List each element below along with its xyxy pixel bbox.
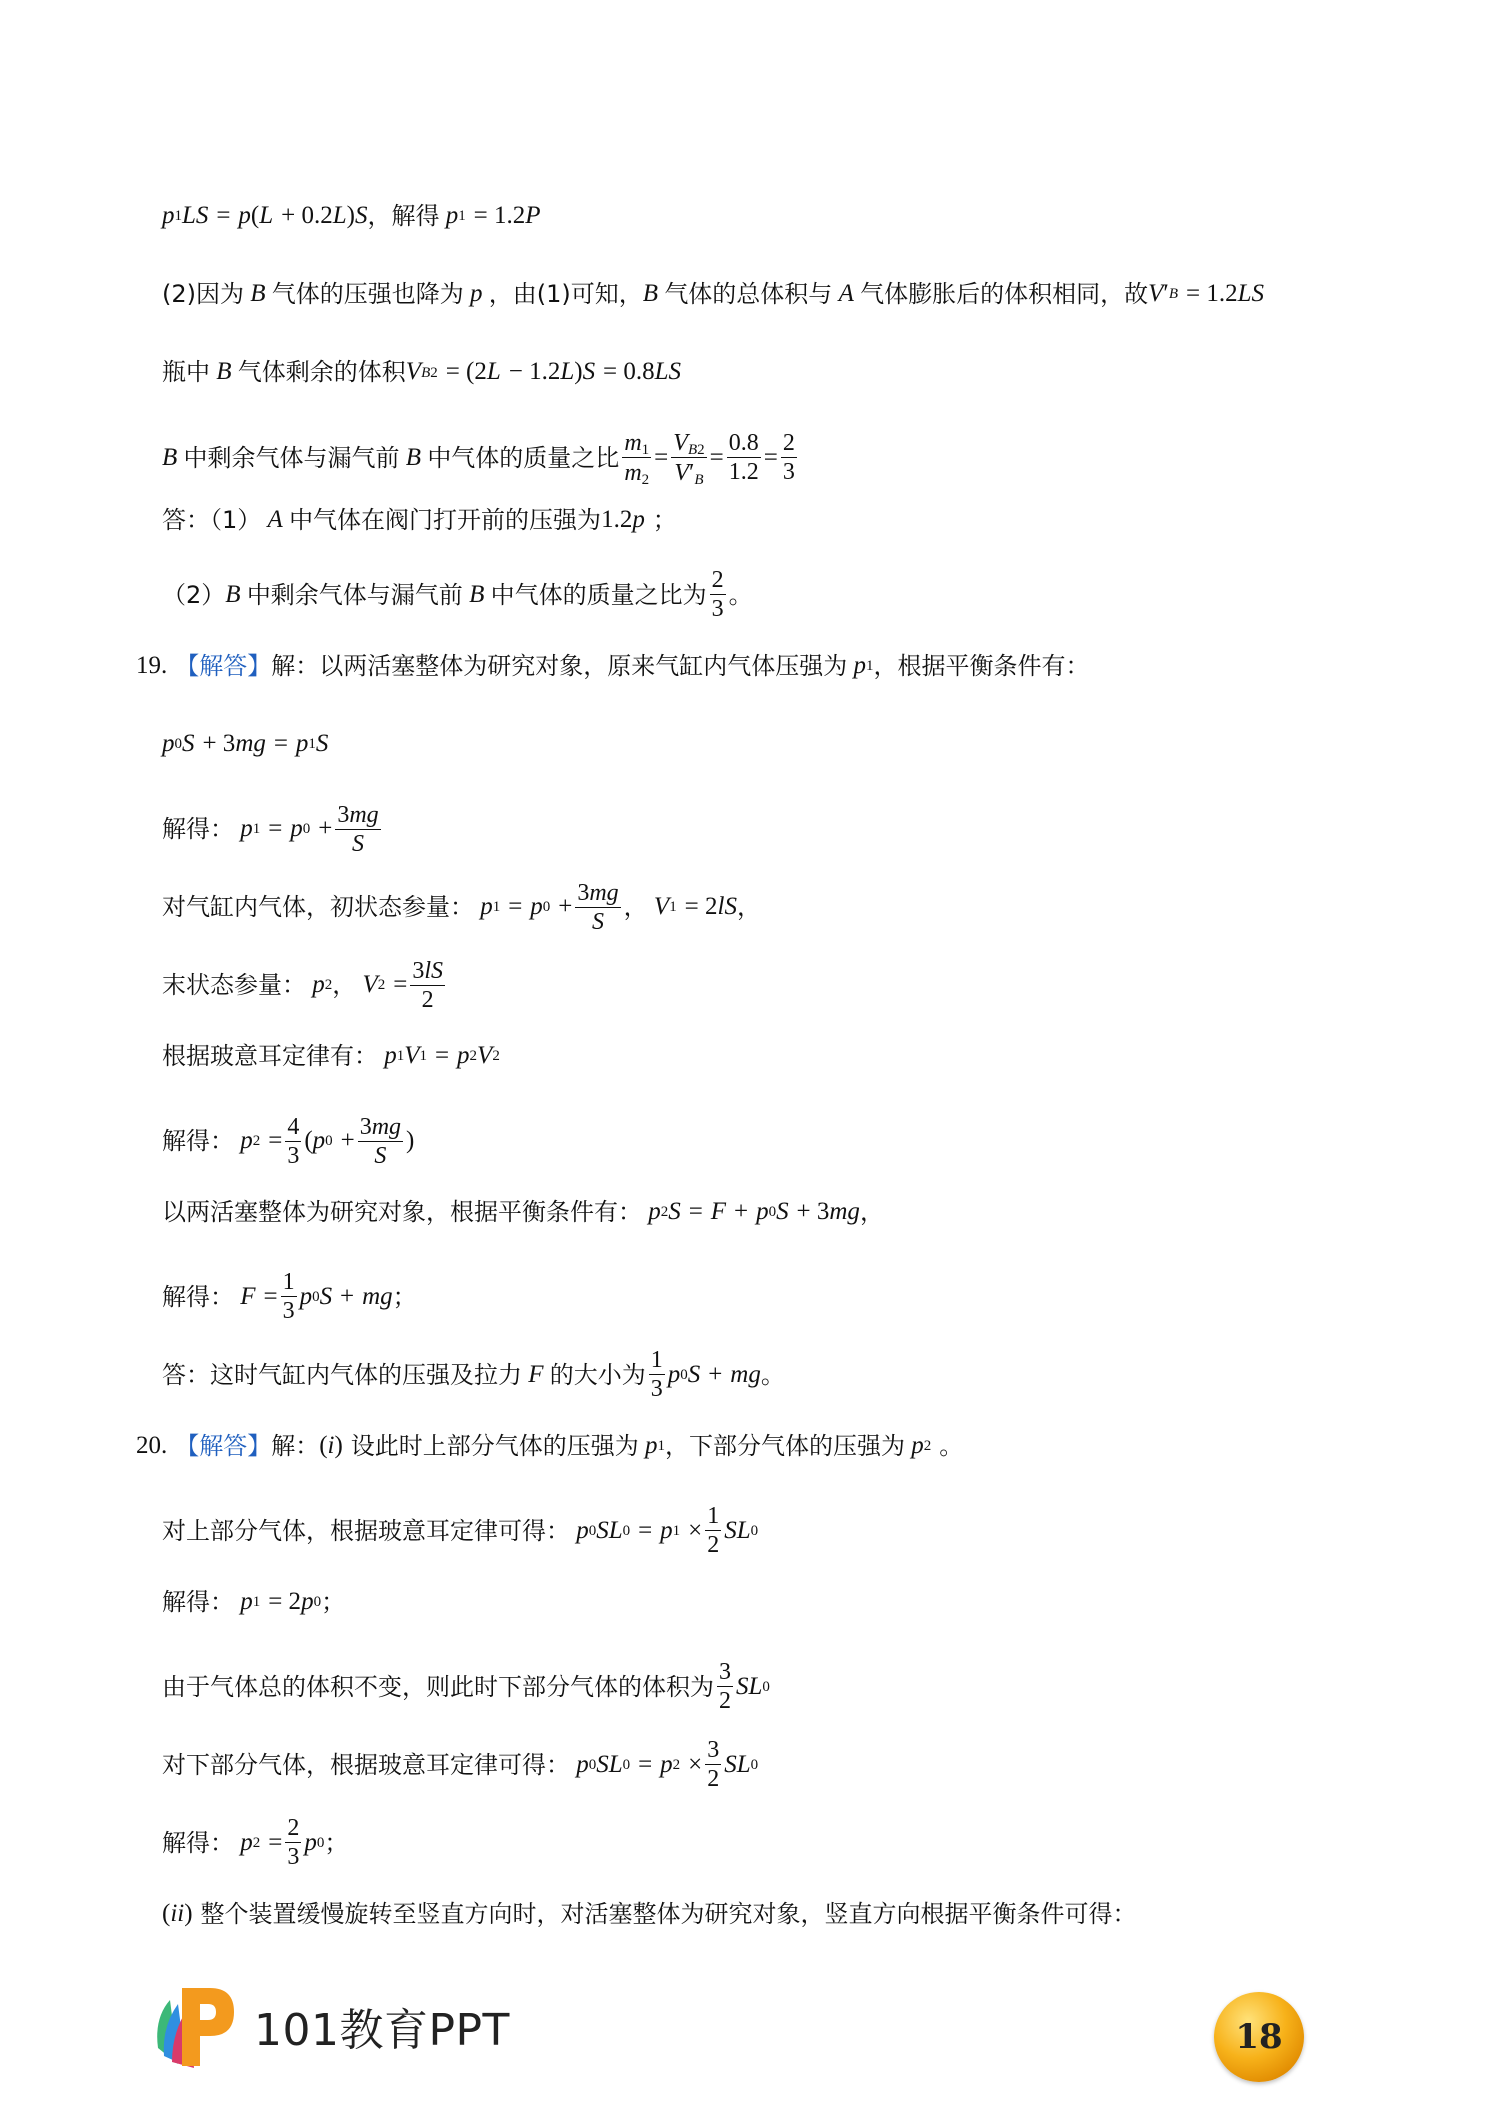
text-segment: 根据玻意耳定律有： <box>162 1042 378 1070</box>
text-segment: 气体的压强也降为 <box>271 280 464 308</box>
text-line: B 中剩余气体与漏气前 B 中气体的质量之比 $\frac{m_1}{m_2}$ = $\frac{V_{B2}}{V'_B}$ = $\frac{0.8}{1.2}$ = $\frac{2}{3}$ <box>162 430 795 488</box>
equation-line: 根据玻意耳定律有： p 1 V 1 = p 2 V 2 <box>162 1036 500 1076</box>
text-segment: 。 <box>728 580 753 609</box>
text-segment: ，根据平衡条件有： <box>873 652 1090 680</box>
equation-line: 解得： p 1 = 2 p 0 ； <box>162 1582 345 1622</box>
fraction: $\frac{1}{2}$ <box>707 1503 720 1558</box>
page-number-badge <box>1214 1992 1304 2082</box>
text-segment: 中气体在阀门打开前的压强为 <box>289 506 602 534</box>
fraction: $\frac{3mg}{S}$ <box>577 880 619 935</box>
text-segment: 的大小为 <box>549 1360 646 1389</box>
text-segment: 由于气体总的体积不变，则此时下部分气体的体积为 <box>162 1672 714 1701</box>
text-segment: ，下部分气体的压强为 <box>665 1432 906 1460</box>
text-segment: 解得： <box>162 1828 234 1857</box>
fraction: $\frac{V_{B2}}{V'_B}$ <box>673 430 705 488</box>
text-segment: 设此时上部分气体的压强为 <box>350 1432 639 1460</box>
question-number: 19. <box>136 652 168 679</box>
text-segment: 解：以两活塞整体为研究对象，原来气缸内气体压强为 <box>271 652 848 680</box>
text-segment: 整个装置缓慢旋转至竖直方向时，对活塞整体为研究对象，竖直方向根据平衡条件可得： <box>200 1900 1137 1928</box>
text-segment: （2） <box>162 580 226 609</box>
text-segment: 气体的总体积与 <box>664 280 833 308</box>
question-20-header: 20. 【解答】 解： ( i ) 设此时上部分气体的压强为 p 1 ，下部分气体的压强为 p 2 。 <box>136 1426 963 1466</box>
fraction: $\frac{m_1}{m_2}$ <box>624 430 650 488</box>
answer-line: 答：这时气缸内气体的压强及拉力 F 的大小为 $\frac{1}{3}$ p 0 S + mg 。 <box>162 1347 785 1402</box>
text-segment: 解得： <box>162 1127 234 1155</box>
text-segment: 中气体的质量之比 <box>427 443 620 472</box>
text-segment: 对上部分气体，根据玻意耳定律可得： <box>162 1516 570 1545</box>
equation-line: 解得： p 1 = p 0 + $\frac{3mg}{S}$ <box>162 802 379 857</box>
equation-line: 以两活塞整体为研究对象，根据平衡条件有： p 2 S = F + p 0 S + 3 mg ， <box>162 1192 884 1232</box>
question-19-header: 19. 【解答】 解：以两活塞整体为研究对象，原来气缸内气体压强为 p 1 ，根据平衡条件有： <box>136 646 1089 686</box>
equation-line: 解得： p 2 = $\frac{2}{3}$ p 0 ； <box>162 1815 349 1870</box>
text-segment: 气体剩余的体积 <box>237 358 406 386</box>
equation-line: p 1 LS = p ( L + 0.2 L ) S ，解得 p 1 = 1.2 P <box>162 196 541 236</box>
text-segment: 解得： <box>162 815 234 843</box>
text-line: (2)因为 B 气体的压强也降为 p ，由(1)可知， B 气体的总体积与 A 气体膨胀后的体积相同，故 V ′ B = 1.2 LS <box>162 274 1264 314</box>
text-segment: ； <box>324 1828 349 1857</box>
text-segment: 解得： <box>162 1282 234 1311</box>
text-segment: 瓶中 <box>162 358 210 386</box>
fraction: $\frac{0.8}{1.2}$ <box>728 430 759 485</box>
text-segment: ； <box>392 1282 417 1311</box>
text-line: 瓶中 B 气体剩余的体积 V B2 = (2 L − 1.2 L ) S = 0.8 LS <box>162 352 681 392</box>
text-segment: (2)因为 <box>162 280 244 308</box>
fraction: $\frac{1}{3}$ <box>650 1347 663 1402</box>
text-segment: 末状态参量： <box>162 971 306 999</box>
answer-line: 答：（1） A 中气体在阀门打开前的压强为 1.2 p ； <box>162 500 677 540</box>
equation-line: 对气缸内气体，初状态参量： p 1 = p 0 + $\frac{3mg}{S}$ ， V 1 = 2 lS ， <box>162 880 761 935</box>
question-number: 20. <box>136 1432 168 1459</box>
text-segment: 气体膨胀后的体积相同，故 <box>860 280 1149 308</box>
text-segment: ， <box>736 893 761 921</box>
equation-line: 解得： F = $\frac{1}{3}$ p 0 S + mg ； <box>162 1269 417 1324</box>
text-segment: ， <box>859 1198 884 1226</box>
fraction: $\frac{3}{2}$ <box>707 1737 720 1792</box>
footer-logo <box>148 1978 510 2074</box>
text-segment: 中气体的质量之比为 <box>490 580 707 609</box>
text-segment: 。 <box>760 1360 785 1389</box>
fraction: $\frac{1}{3}$ <box>282 1269 295 1324</box>
text-segment: 对气缸内气体，初状态参量： <box>162 893 474 921</box>
equation-line: p 0 S + 3 mg = p 1 S <box>162 730 329 757</box>
answer-tag: 【解答】 <box>175 652 272 680</box>
fraction: $\frac{3lS}{2}$ <box>412 958 444 1013</box>
equation-line: 对上部分气体，根据玻意耳定律可得： p 0 SL 0 = p 1 × $\frac{1}{2}$ SL 0 <box>162 1503 759 1558</box>
text-segment: ，由(1)可知， <box>488 280 643 308</box>
fraction: $\frac{2}{3}$ <box>782 430 795 485</box>
text-segment: 解： <box>271 1432 320 1460</box>
text-segment: 解得： <box>162 1588 234 1616</box>
text-segment: 。 <box>939 1432 964 1460</box>
fraction: $\frac{4}{3}$ <box>287 1113 300 1169</box>
answer-line: （2） B 中剩余气体与漏气前 B 中气体的质量之比为 $\frac{2}{3}$ 。 <box>162 567 753 622</box>
text-segment: 对下部分气体，根据玻意耳定律可得： <box>162 1750 570 1779</box>
fraction: $\frac{3mg}{S}$ <box>337 802 379 857</box>
text-segment: ， <box>332 971 357 999</box>
equation-line: 末状态参量： p 2 ， V 2 = $\frac{3lS}{2}$ <box>162 958 444 1013</box>
fraction: $\frac{3}{2}$ <box>719 1659 731 1714</box>
text-line: ( ii ) 整个装置缓慢旋转至竖直方向时，对活塞整体为研究对象，竖直方向根据平衡条件可得： <box>162 1894 1137 1934</box>
page-number: 18 <box>1235 2017 1283 2057</box>
equation-line: 由于气体总的体积不变，则此时下部分气体的体积为 $\frac{3}{2}$ SL 0 <box>162 1659 770 1714</box>
equation-line: 解得： p 2 = $\frac{4}{3}$ ( p 0 + $\frac{3mg}{S}$ ) <box>162 1113 415 1169</box>
text-segment: 以两活塞整体为研究对象，根据平衡条件有： <box>162 1198 642 1226</box>
text-segment: 中剩余气体与漏气前 <box>246 580 463 609</box>
text-segment: 答：这时气缸内气体的压强及拉力 <box>162 1360 522 1389</box>
text-segment: ， <box>623 893 648 921</box>
brand-p-icon <box>148 1978 240 2074</box>
fraction: $\frac{2}{3}$ <box>711 567 724 622</box>
text-segment: ； <box>652 506 677 534</box>
fraction: $\frac{2}{3}$ <box>287 1815 300 1870</box>
text-segment: 中剩余气体与漏气前 <box>183 443 400 472</box>
text-segment: ，解得 <box>367 202 440 230</box>
equation-line: 对下部分气体，根据玻意耳定律可得： p 0 SL 0 = p 2 × $\frac{3}{2}$ SL 0 <box>162 1737 759 1792</box>
text-segment: 答：（1） <box>162 506 262 534</box>
brand-name: 101教育PPT <box>254 2005 510 2056</box>
answer-tag: 【解答】 <box>175 1432 272 1460</box>
text-segment: ； <box>321 1588 346 1616</box>
fraction: $\frac{3mg}{S}$ <box>359 1114 402 1169</box>
